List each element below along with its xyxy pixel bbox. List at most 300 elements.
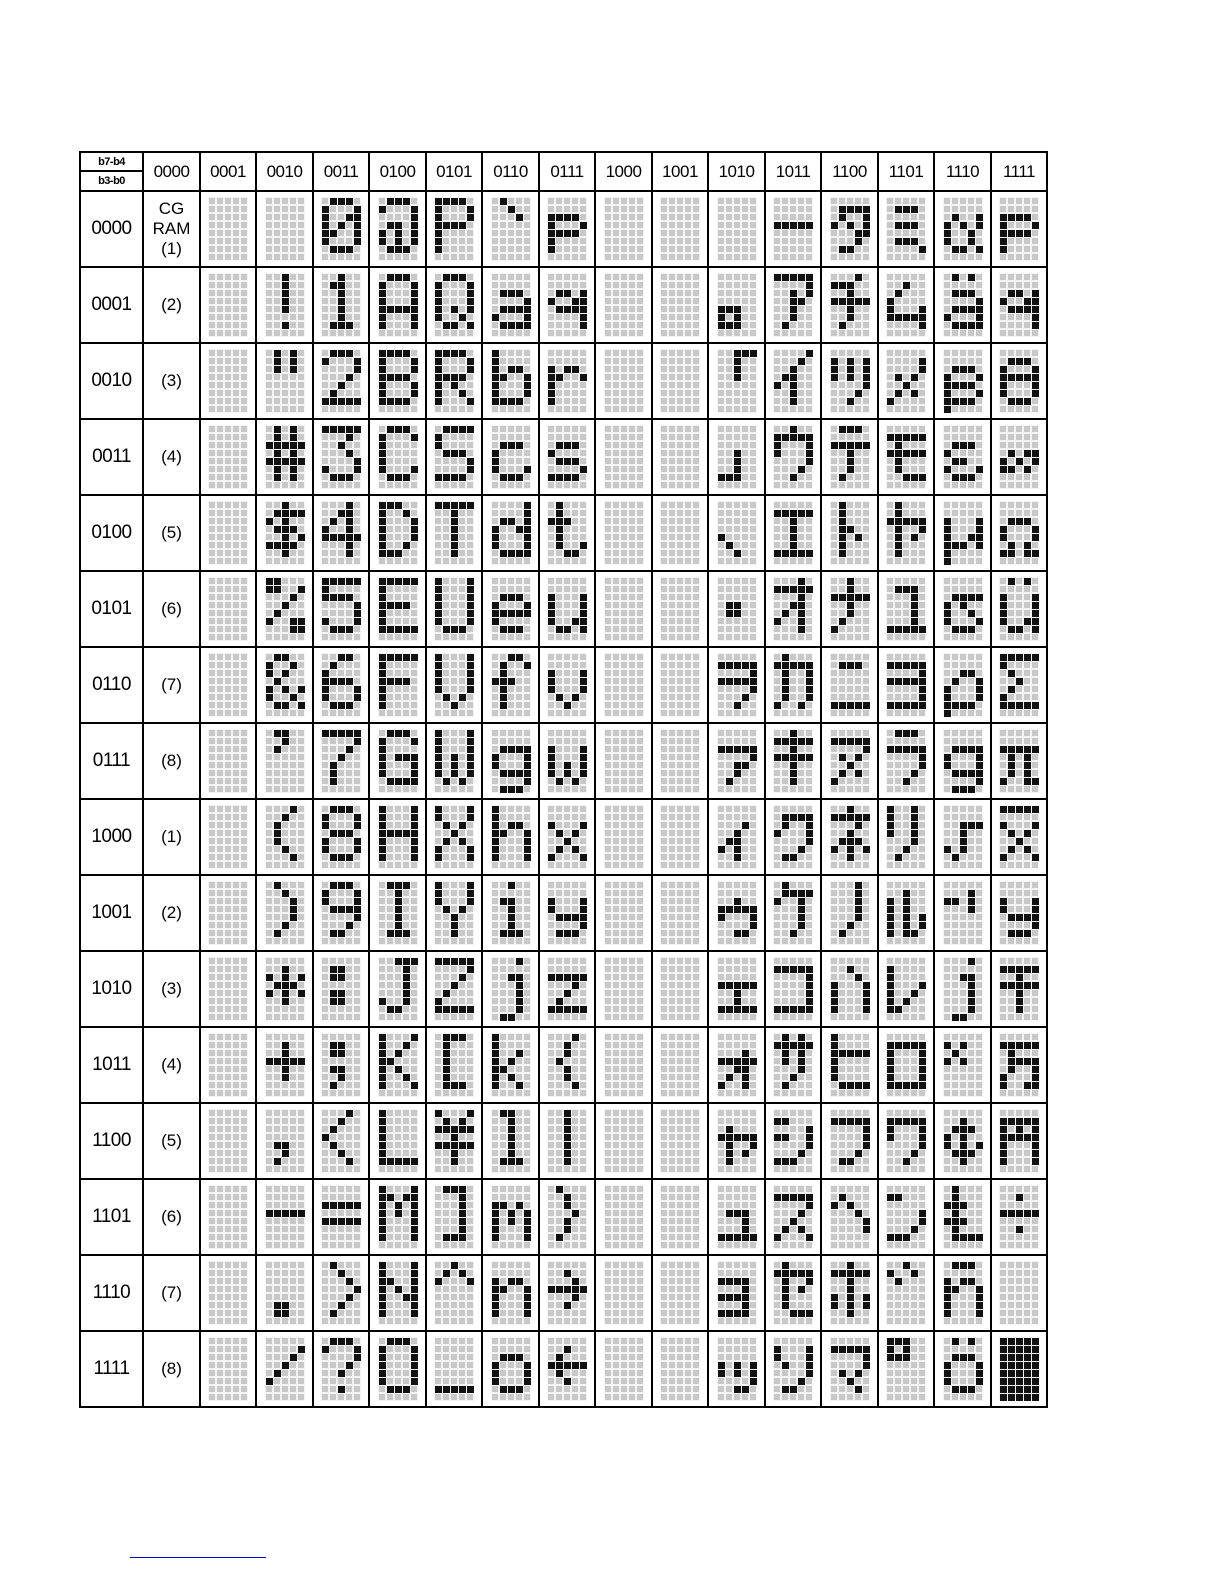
glyph-dot-matrix: [547, 1185, 587, 1249]
table-row: [80, 267, 1047, 343]
glyph-cell: [821, 343, 878, 419]
glyph-cell: [426, 1179, 482, 1255]
glyph-cell: [369, 647, 426, 723]
glyph-dot-matrix: [208, 653, 248, 717]
glyph-cell: [256, 1255, 313, 1331]
glyph-dot-matrix: [547, 729, 587, 793]
glyph-cell: [539, 191, 595, 267]
glyph-dot-matrix: [378, 1033, 418, 1097]
glyph-dot-matrix: [378, 349, 418, 413]
cgram-label: (3): [161, 371, 182, 390]
row-header: 0010: [80, 343, 143, 419]
glyph-cell: [708, 267, 765, 343]
glyph-dot-matrix: [604, 653, 644, 717]
glyph-dot-matrix: [943, 425, 983, 489]
glyph-cell: [200, 875, 256, 951]
cgram-cell: [143, 571, 200, 647]
glyph-cell: [991, 495, 1047, 571]
glyph-cell: [878, 495, 934, 571]
glyph-cell: [313, 1103, 369, 1179]
glyph-cell: [369, 1103, 426, 1179]
table-row: [80, 1027, 1047, 1103]
glyph-dot-matrix: [491, 577, 531, 641]
glyph-cell: [482, 343, 539, 419]
glyph-cell: [313, 419, 369, 495]
glyph-dot-matrix: [491, 1109, 531, 1173]
cgram-label: (6): [161, 1207, 182, 1226]
table-row: [80, 647, 1047, 723]
cgram-cell: [143, 495, 200, 571]
glyph-cell: [539, 1331, 595, 1407]
glyph-cell: [256, 419, 313, 495]
glyph-dot-matrix: [321, 1337, 361, 1401]
glyph-dot-matrix: [378, 653, 418, 717]
glyph-cell: [708, 1331, 765, 1407]
glyph-cell: [256, 723, 313, 799]
cgram-cell: [143, 951, 200, 1027]
glyph-dot-matrix: [773, 1185, 813, 1249]
glyph-cell: [991, 799, 1047, 875]
glyph-dot-matrix: [491, 197, 531, 261]
glyph-cell: [539, 343, 595, 419]
glyph-dot-matrix: [321, 957, 361, 1021]
cgram-cell: [143, 1179, 200, 1255]
glyph-cell: [934, 1103, 991, 1179]
glyph-dot-matrix: [717, 273, 757, 337]
glyph-cell: [595, 723, 652, 799]
glyph-dot-matrix: [999, 197, 1039, 261]
glyph-cell: [821, 799, 878, 875]
glyph-cell: [313, 1027, 369, 1103]
glyph-cell: [426, 647, 482, 723]
glyph-dot-matrix: [943, 1033, 983, 1097]
glyph-dot-matrix: [491, 1033, 531, 1097]
glyph-dot-matrix: [943, 729, 983, 793]
glyph-cell: [765, 799, 821, 875]
glyph-cell: [991, 191, 1047, 267]
glyph-cell: [878, 799, 934, 875]
glyph-cell: [313, 875, 369, 951]
glyph-dot-matrix: [547, 1261, 587, 1325]
glyph-dot-matrix: [886, 881, 926, 945]
glyph-dot-matrix: [773, 729, 813, 793]
table-row: [80, 1255, 1047, 1331]
glyph-cell: [595, 191, 652, 267]
row-header: 0000: [80, 191, 143, 267]
table-row: [80, 951, 1047, 1027]
glyph-dot-matrix: [717, 1261, 757, 1325]
glyph-cell: [821, 875, 878, 951]
glyph-cell: [765, 1255, 821, 1331]
glyph-cell: [369, 1255, 426, 1331]
glyph-dot-matrix: [886, 197, 926, 261]
glyph-cell: [426, 1255, 482, 1331]
glyph-dot-matrix: [265, 197, 305, 261]
glyph-cell: [595, 267, 652, 343]
row-header: 1010: [80, 951, 143, 1027]
glyph-cell: [991, 267, 1047, 343]
column-header: 1001: [652, 152, 708, 191]
glyph-cell: [652, 343, 708, 419]
glyph-dot-matrix: [265, 501, 305, 565]
glyph-cell: [200, 495, 256, 571]
row-header: 1000: [80, 799, 143, 875]
glyph-dot-matrix: [717, 425, 757, 489]
glyph-dot-matrix: [321, 881, 361, 945]
glyph-dot-matrix: [886, 1033, 926, 1097]
glyph-dot-matrix: [999, 1185, 1039, 1249]
glyph-cell: [595, 1255, 652, 1331]
glyph-dot-matrix: [434, 1185, 474, 1249]
glyph-dot-matrix: [660, 1033, 700, 1097]
glyph-dot-matrix: [999, 577, 1039, 641]
glyph-dot-matrix: [265, 957, 305, 1021]
glyph-dot-matrix: [773, 197, 813, 261]
glyph-dot-matrix: [717, 1185, 757, 1249]
glyph-cell: [991, 1331, 1047, 1407]
cgram-label: (4): [161, 447, 182, 466]
glyph-dot-matrix: [547, 653, 587, 717]
glyph-dot-matrix: [886, 349, 926, 413]
table-row: [80, 419, 1047, 495]
glyph-dot-matrix: [434, 425, 474, 489]
glyph-cell: [200, 571, 256, 647]
glyph-cell: [708, 1255, 765, 1331]
glyph-dot-matrix: [717, 501, 757, 565]
glyph-dot-matrix: [943, 957, 983, 1021]
glyph-cell: [934, 1255, 991, 1331]
glyph-dot-matrix: [434, 1109, 474, 1173]
glyph-cell: [821, 951, 878, 1027]
cgram-cell: [143, 419, 200, 495]
glyph-dot-matrix: [321, 501, 361, 565]
glyph-cell: [539, 647, 595, 723]
glyph-dot-matrix: [208, 957, 248, 1021]
glyph-dot-matrix: [999, 425, 1039, 489]
cgram-label: CG RAM (1): [152, 199, 191, 258]
glyph-dot-matrix: [830, 577, 870, 641]
glyph-dot-matrix: [660, 1185, 700, 1249]
glyph-dot-matrix: [830, 197, 870, 261]
glyph-dot-matrix: [265, 425, 305, 489]
glyph-dot-matrix: [943, 653, 983, 717]
glyph-cell: [313, 191, 369, 267]
glyph-dot-matrix: [943, 577, 983, 641]
glyph-dot-matrix: [604, 1261, 644, 1325]
glyph-dot-matrix: [999, 501, 1039, 565]
glyph-cell: [313, 267, 369, 343]
row-header: 1100: [80, 1103, 143, 1179]
glyph-cell: [821, 1255, 878, 1331]
glyph-cell: [765, 267, 821, 343]
glyph-cell: [878, 1027, 934, 1103]
glyph-dot-matrix: [830, 273, 870, 337]
glyph-dot-matrix: [943, 273, 983, 337]
glyph-cell: [595, 799, 652, 875]
glyph-dot-matrix: [830, 1185, 870, 1249]
glyph-dot-matrix: [434, 1261, 474, 1325]
glyph-cell: [934, 343, 991, 419]
table-row: [80, 571, 1047, 647]
table-row: [80, 495, 1047, 571]
glyph-dot-matrix: [830, 653, 870, 717]
row-header: 1011: [80, 1027, 143, 1103]
glyph-cell: [539, 723, 595, 799]
glyph-dot-matrix: [660, 273, 700, 337]
glyph-dot-matrix: [208, 273, 248, 337]
glyph-dot-matrix: [886, 425, 926, 489]
glyph-cell: [426, 495, 482, 571]
glyph-cell: [256, 495, 313, 571]
glyph-dot-matrix: [491, 1337, 531, 1401]
glyph-cell: [765, 1179, 821, 1255]
glyph-cell: [652, 419, 708, 495]
glyph-cell: [256, 1331, 313, 1407]
glyph-dot-matrix: [830, 425, 870, 489]
cgram-label: (7): [161, 1283, 182, 1302]
glyph-cell: [878, 723, 934, 799]
glyph-cell: [595, 647, 652, 723]
glyph-dot-matrix: [886, 653, 926, 717]
glyph-cell: [652, 1255, 708, 1331]
glyph-cell: [652, 799, 708, 875]
corner-header: [80, 152, 143, 191]
glyph-cell: [256, 1027, 313, 1103]
glyph-dot-matrix: [773, 577, 813, 641]
glyph-dot-matrix: [434, 881, 474, 945]
glyph-dot-matrix: [830, 957, 870, 1021]
glyph-dot-matrix: [717, 1033, 757, 1097]
glyph-cell: [878, 343, 934, 419]
glyph-dot-matrix: [265, 1185, 305, 1249]
column-header: 0100: [369, 152, 426, 191]
glyph-cell: [878, 191, 934, 267]
column-header: 1011: [765, 152, 821, 191]
glyph-dot-matrix: [547, 197, 587, 261]
glyph-dot-matrix: [660, 653, 700, 717]
glyph-cell: [934, 1179, 991, 1255]
cgram-cell: [143, 875, 200, 951]
glyph-dot-matrix: [830, 881, 870, 945]
glyph-cell: [765, 875, 821, 951]
glyph-dot-matrix: [717, 577, 757, 641]
glyph-cell: [934, 723, 991, 799]
cgram-label: (8): [161, 1359, 182, 1378]
column-header: 0101: [426, 152, 482, 191]
glyph-cell: [200, 1179, 256, 1255]
glyph-cell: [878, 1179, 934, 1255]
glyph-cell: [652, 875, 708, 951]
glyph-dot-matrix: [547, 1337, 587, 1401]
glyph-cell: [878, 267, 934, 343]
glyph-cell: [878, 1103, 934, 1179]
glyph-cell: [369, 419, 426, 495]
glyph-dot-matrix: [717, 729, 757, 793]
row-header: 0101: [80, 571, 143, 647]
glyph-dot-matrix: [208, 197, 248, 261]
glyph-dot-matrix: [265, 1109, 305, 1173]
glyph-cell: [313, 723, 369, 799]
glyph-dot-matrix: [321, 273, 361, 337]
cgram-label: (2): [161, 295, 182, 314]
glyph-dot-matrix: [378, 881, 418, 945]
glyph-dot-matrix: [265, 805, 305, 869]
glyph-cell: [991, 1179, 1047, 1255]
glyph-dot-matrix: [943, 1261, 983, 1325]
glyph-dot-matrix: [604, 1337, 644, 1401]
glyph-dot-matrix: [999, 881, 1039, 945]
glyph-dot-matrix: [717, 957, 757, 1021]
glyph-cell: [821, 1103, 878, 1179]
glyph-cell: [991, 1027, 1047, 1103]
glyph-dot-matrix: [886, 1261, 926, 1325]
glyph-dot-matrix: [660, 1337, 700, 1401]
cgram-label: (8): [161, 751, 182, 770]
glyph-cell: [200, 419, 256, 495]
glyph-cell: [313, 495, 369, 571]
glyph-dot-matrix: [547, 957, 587, 1021]
glyph-cell: [539, 1103, 595, 1179]
glyph-cell: [708, 1027, 765, 1103]
table-row: [80, 799, 1047, 875]
glyph-dot-matrix: [660, 349, 700, 413]
glyph-dot-matrix: [321, 425, 361, 489]
glyph-dot-matrix: [265, 577, 305, 641]
glyph-cell: [256, 875, 313, 951]
table-row: [80, 191, 1047, 267]
glyph-dot-matrix: [830, 1109, 870, 1173]
table-row: [80, 343, 1047, 419]
glyph-cell: [878, 647, 934, 723]
row-header: 0110: [80, 647, 143, 723]
glyph-cell: [200, 343, 256, 419]
glyph-cell: [539, 1255, 595, 1331]
cgram-cell: [143, 343, 200, 419]
glyph-cell: [765, 571, 821, 647]
glyph-cell: [765, 1027, 821, 1103]
glyph-dot-matrix: [999, 729, 1039, 793]
table-row: [80, 1179, 1047, 1255]
glyph-cell: [482, 951, 539, 1027]
column-header: 0011: [313, 152, 369, 191]
glyph-dot-matrix: [886, 729, 926, 793]
glyph-dot-matrix: [208, 1261, 248, 1325]
glyph-cell: [652, 723, 708, 799]
cgram-cell: [143, 799, 200, 875]
glyph-dot-matrix: [208, 805, 248, 869]
glyph-dot-matrix: [717, 1109, 757, 1173]
glyph-cell: [426, 267, 482, 343]
glyph-dot-matrix: [604, 729, 644, 793]
glyph-cell: [991, 1103, 1047, 1179]
cgram-cell: [143, 1103, 200, 1179]
glyph-cell: [821, 571, 878, 647]
glyph-cell: [426, 571, 482, 647]
glyph-dot-matrix: [773, 881, 813, 945]
glyph-cell: [539, 799, 595, 875]
cgram-label: (5): [161, 1131, 182, 1150]
glyph-cell: [708, 875, 765, 951]
glyph-cell: [652, 1179, 708, 1255]
glyph-cell: [200, 1255, 256, 1331]
glyph-dot-matrix: [547, 881, 587, 945]
glyph-dot-matrix: [378, 805, 418, 869]
glyph-cell: [821, 267, 878, 343]
glyph-dot-matrix: [773, 1261, 813, 1325]
glyph-dot-matrix: [999, 1109, 1039, 1173]
glyph-cell: [878, 875, 934, 951]
glyph-dot-matrix: [321, 1261, 361, 1325]
glyph-dot-matrix: [943, 881, 983, 945]
cgram-cell: [143, 647, 200, 723]
cgram-cell: [143, 1027, 200, 1103]
glyph-dot-matrix: [717, 805, 757, 869]
table-row: [80, 1331, 1047, 1407]
glyph-dot-matrix: [547, 501, 587, 565]
glyph-cell: [821, 191, 878, 267]
glyph-cell: [595, 1027, 652, 1103]
glyph-dot-matrix: [886, 273, 926, 337]
glyph-cell: [426, 191, 482, 267]
column-header-row: [80, 152, 1047, 191]
glyph-cell: [934, 1331, 991, 1407]
glyph-dot-matrix: [830, 805, 870, 869]
glyph-cell: [765, 495, 821, 571]
glyph-cell: [934, 647, 991, 723]
cgram-label: (1): [161, 827, 182, 846]
column-header: 1100: [821, 152, 878, 191]
row-header: 0111: [80, 723, 143, 799]
glyph-cell: [482, 1255, 539, 1331]
glyph-dot-matrix: [491, 957, 531, 1021]
column-header: 0001: [200, 152, 256, 191]
glyph-dot-matrix: [999, 1337, 1039, 1401]
glyph-dot-matrix: [773, 1337, 813, 1401]
table-row: [80, 875, 1047, 951]
glyph-cell: [934, 495, 991, 571]
cgram-label: (5): [161, 523, 182, 542]
glyph-dot-matrix: [660, 197, 700, 261]
glyph-cell: [652, 1103, 708, 1179]
glyph-dot-matrix: [604, 1033, 644, 1097]
glyph-cell: [256, 267, 313, 343]
cgram-cell: [143, 267, 200, 343]
table-row: [80, 1103, 1047, 1179]
glyph-dot-matrix: [547, 1033, 587, 1097]
glyph-dot-matrix: [434, 653, 474, 717]
glyph-dot-matrix: [773, 805, 813, 869]
glyph-cell: [256, 571, 313, 647]
glyph-dot-matrix: [208, 1185, 248, 1249]
column-header: 0010: [256, 152, 313, 191]
glyph-cell: [200, 647, 256, 723]
row-header: 1001: [80, 875, 143, 951]
glyph-cell: [821, 1179, 878, 1255]
glyph-cell: [878, 1331, 934, 1407]
glyph-cell: [482, 495, 539, 571]
column-header: 1101: [878, 152, 934, 191]
footer-link-underline: [130, 1557, 266, 1558]
glyph-dot-matrix: [265, 1033, 305, 1097]
glyph-dot-matrix: [321, 729, 361, 793]
glyph-cell: [200, 191, 256, 267]
glyph-dot-matrix: [378, 1185, 418, 1249]
glyph-cell: [595, 875, 652, 951]
glyph-dot-matrix: [434, 1337, 474, 1401]
glyph-dot-matrix: [660, 1261, 700, 1325]
glyph-dot-matrix: [547, 1109, 587, 1173]
glyph-cell: [991, 951, 1047, 1027]
